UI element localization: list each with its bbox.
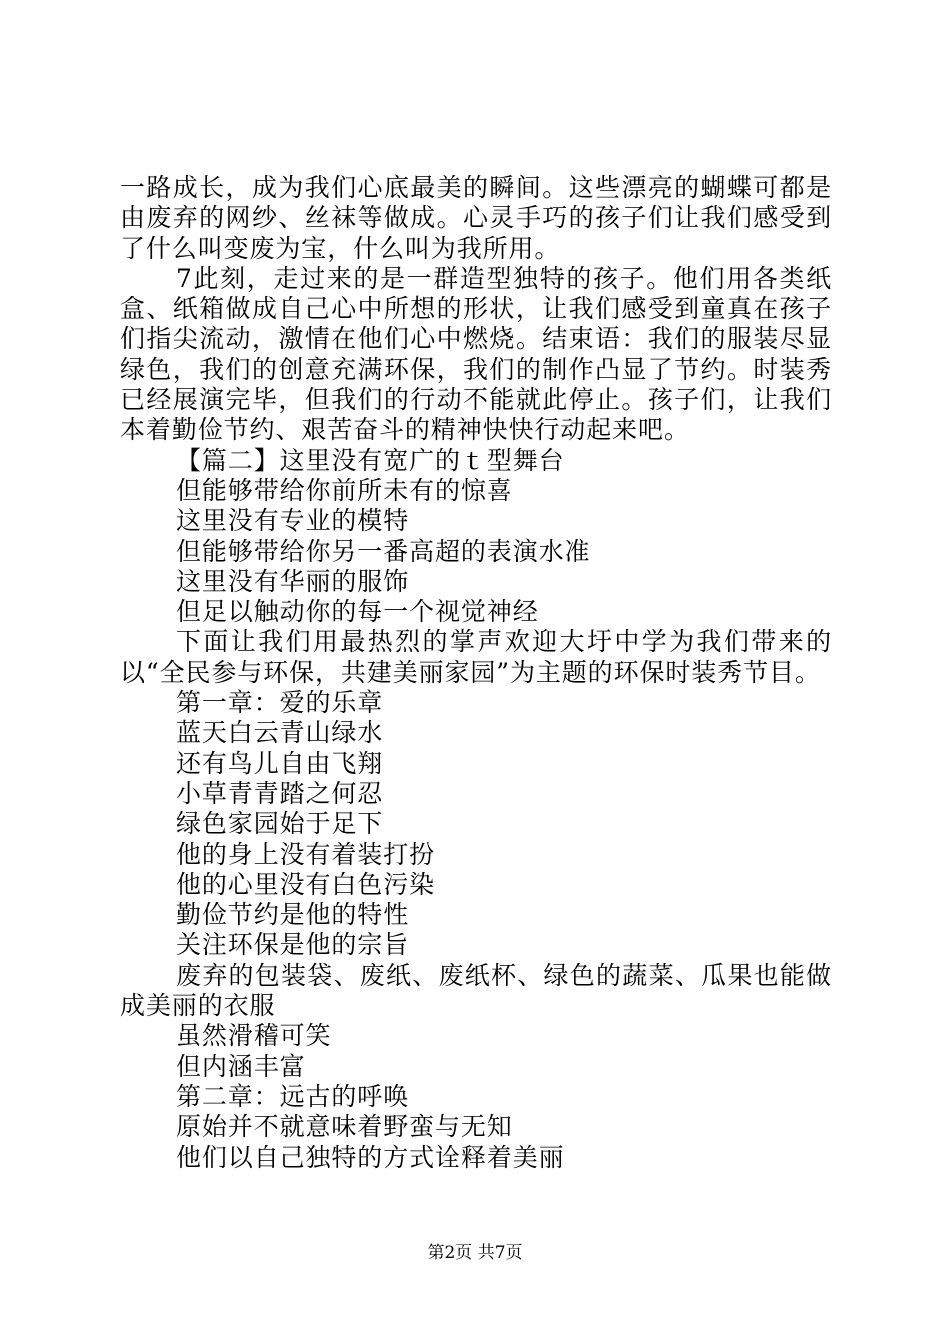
verse-line: 绿色家园始于足下 (176, 809, 384, 839)
section-heading: 【篇二】这里没有宽广的ｔ型舞台 (176, 445, 565, 475)
verse-line: 他们以自己独特的方式诠释着美丽 (176, 1142, 565, 1172)
verse-line: 但能够带给你另一番高超的表演水准 (176, 536, 591, 566)
page-number: 第2页 共7页 (427, 1243, 523, 1263)
paragraph: 7此刻，走过来的是一群造型独特的孩子。他们用各类纸盒、纸箱做成自己心中所想的形状，让我们感受到童真在孩子们指尖流动，激情在他们心中燃烧。结束语：我们的服装尽显绿色，我们的创意充满环保，我们的制作凸显了节约。时装秀已经展演完毕，但我们的行动不能就此停止。孩子们，让我们本着勤俭节约、艰苦奋斗的精神快快行动起来吧。 (120, 263, 832, 445)
verse-line: 这里没有华丽的服饰 (176, 566, 410, 596)
verse-line: 这里没有专业的模特 (176, 506, 410, 536)
verse-line: 小草青青踏之何忍 (176, 778, 384, 808)
chapter-heading: 第二章：远古的呼唤 (176, 1081, 410, 1111)
paragraph: 一路成长，成为我们心底最美的瞬间。这些漂亮的蝴蝶可都是由废弃的网纱、丝袜等做成。心灵手巧的孩子们让我们感受到了什么叫变废为宝，什么叫为我所用。 (120, 173, 832, 263)
paragraph: 废弃的包装袋、废纸、废纸杯、绿色的蔬菜、瓜果也能做成美丽的衣服 (120, 960, 832, 1021)
verse-line: 他的身上没有着装打扮 (176, 839, 436, 869)
verse-line: 虽然滑稽可笑 (176, 1021, 332, 1051)
verse-line: 蓝天白云青山绿水 (176, 718, 384, 748)
verse-line: 但能够带给你前所未有的惊喜 (176, 475, 513, 505)
verse-line: 勤俭节约是他的特性 (176, 900, 410, 930)
verse-line: 还有鸟儿自由飞翔 (176, 748, 384, 778)
verse-line: 但足以触动你的每一个视觉神经 (176, 597, 539, 627)
verse-line: 但内涵丰富 (176, 1051, 306, 1081)
verse-line: 原始并不就意味着野蛮与无知 (176, 1112, 513, 1142)
chapter-heading: 第一章：爱的乐章 (176, 688, 384, 718)
verse-line: 他的心里没有白色污染 (176, 869, 436, 899)
paragraph: 下面让我们用最热烈的掌声欢迎大圩中学为我们带来的以“全民参与环保，共建美丽家园”为主题的环保时装秀节目。 (120, 627, 832, 687)
verse-line: 关注环保是他的宗旨 (176, 930, 410, 960)
document-body (120, 173, 832, 1173)
